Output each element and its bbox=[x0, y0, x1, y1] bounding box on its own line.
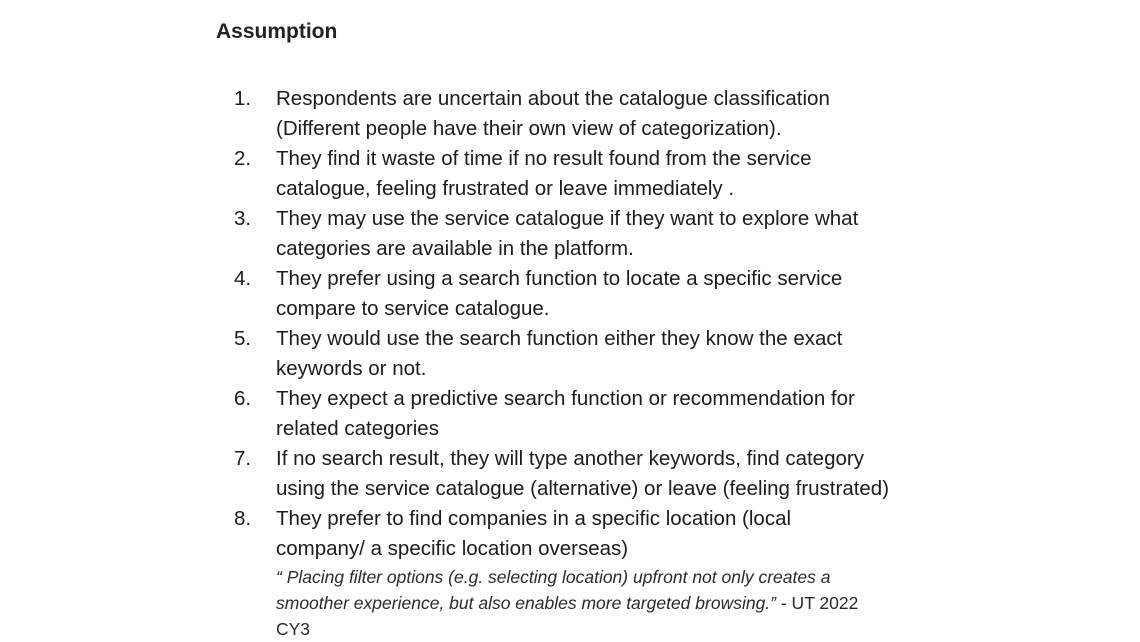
user-quote bbox=[234, 564, 974, 642]
item-line: keywords or not. bbox=[276, 357, 427, 380]
item-number: 4. bbox=[234, 267, 252, 290]
quote-line: “ Placing filter options (e.g. selecting location) upfront not only creates a bbox=[276, 567, 831, 587]
list-item bbox=[234, 444, 974, 504]
quote-source-id: CY3 bbox=[276, 619, 311, 639]
item-number: 6. bbox=[234, 387, 252, 410]
item-line: related categories bbox=[276, 417, 439, 440]
section-heading: Assumption bbox=[216, 20, 338, 43]
item-line: catalogue, feeling frustrated or leave immediately . bbox=[276, 177, 735, 200]
item-line: They prefer to find companies in a specific location (local bbox=[276, 507, 792, 530]
item-number: 5. bbox=[234, 327, 252, 350]
item-number: 8. bbox=[234, 507, 252, 530]
quote-line-with-source bbox=[276, 590, 974, 616]
item-number: 7. bbox=[234, 447, 252, 470]
list-item bbox=[234, 264, 974, 324]
list-item bbox=[234, 324, 974, 384]
list-item bbox=[234, 204, 974, 264]
list-item bbox=[234, 384, 974, 444]
item-number: 1. bbox=[234, 87, 252, 110]
item-line: company/ a specific location overseas) bbox=[276, 537, 629, 560]
item-number: 2. bbox=[234, 147, 252, 170]
list-item bbox=[234, 144, 974, 204]
item-line: (Different people have their own view of categorization). bbox=[276, 117, 782, 140]
item-line: They find it waste of time if no result found from the service bbox=[276, 147, 812, 170]
item-line: compare to service catalogue. bbox=[276, 297, 550, 320]
list-item bbox=[234, 504, 974, 564]
item-line: If no search result, they will type another keywords, find category bbox=[276, 447, 864, 470]
item-line: They may use the service catalogue if they want to explore what bbox=[276, 207, 859, 230]
list-item bbox=[234, 84, 974, 144]
item-number: 3. bbox=[234, 207, 252, 230]
assumption-list bbox=[234, 84, 974, 642]
item-line: They would use the search function either they know the exact bbox=[276, 327, 843, 350]
item-line: categories are available in the platform. bbox=[276, 237, 634, 260]
quote-source: - UT 2022 bbox=[776, 593, 859, 613]
item-line: They prefer using a search function to locate a specific service bbox=[276, 267, 843, 290]
quote-text: smoother experience, but also enables more targeted browsing.” bbox=[276, 593, 776, 613]
item-line: Respondents are uncertain about the catalogue classification bbox=[276, 87, 830, 110]
item-line: They expect a predictive search function or recommendation for bbox=[276, 387, 855, 410]
item-line: using the service catalogue (alternative) or leave (feeling frustrated) bbox=[276, 477, 890, 500]
